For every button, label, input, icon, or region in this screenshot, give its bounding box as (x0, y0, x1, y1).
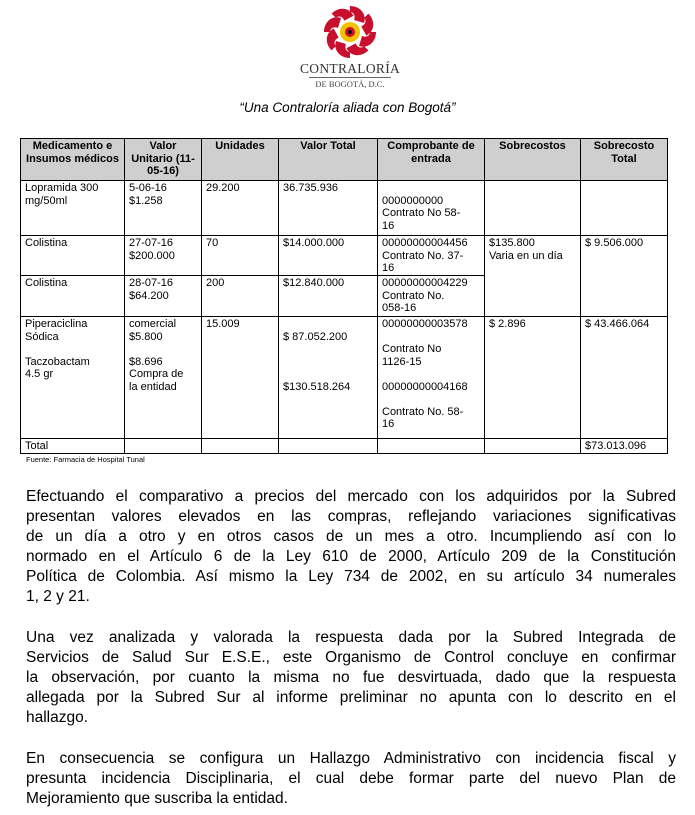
col-header-unidades: Unidades (202, 139, 279, 181)
cell-line: 00000000004229 (382, 277, 468, 289)
cell-line: $200.000 (129, 249, 175, 262)
paragraph-line: allegada por la Subred Sur al informe preliminar no apunta con lo descrito en el (26, 689, 676, 706)
cell-empty (485, 439, 581, 454)
col-header-valor-total: Valor Total (279, 139, 378, 181)
cell-line: 5-06-16 (129, 182, 167, 194)
cell-comprobante (378, 317, 485, 439)
cell-line: Contrato No. 37- (382, 249, 464, 262)
purchases-table (20, 138, 668, 454)
cell-empty (202, 439, 279, 454)
cell-line (283, 318, 373, 331)
cell-line: comercial (129, 318, 177, 330)
table-row (21, 181, 668, 236)
paragraph-line: En consecuencia se configura un Hallazgo Administrativo con incidencia fiscal y (26, 750, 676, 767)
cell-unidades: 200 (202, 276, 279, 317)
cell-line: Piperaciclina (25, 318, 88, 330)
total-label: Total (21, 439, 125, 454)
cell-line: Contrato No. (382, 289, 445, 302)
paragraph-2 (26, 628, 676, 728)
rosette-icon (319, 4, 381, 60)
cell-comprobante (378, 276, 485, 317)
paragraph-line: la observación, por cuanto la misma no fue desvirtuada, dado que la respuesta (26, 669, 676, 686)
cell-empty (279, 439, 378, 454)
org-subname: DE BOGOTÁ, D.C. (315, 79, 385, 89)
slogan: “Una Contraloría aliada con Bogotá” (239, 100, 456, 115)
cell-line: $135.800 (489, 237, 535, 249)
cell-unidades: 15.009 (202, 317, 279, 439)
paragraph-3 (26, 749, 676, 809)
cell-valor-unitario (125, 276, 202, 317)
cell-line: Sódica (25, 330, 59, 343)
cell-line (382, 182, 480, 195)
cell-medicamento (21, 317, 125, 439)
cell-line: Taczobactam (25, 355, 90, 368)
cell-valor-unitario (125, 317, 202, 439)
paragraph-line: presunta incidencia Disciplinaria, el cual debe formar parte del nuevo Plan de (26, 770, 676, 787)
cell-line: mg/50ml (25, 194, 68, 207)
paragraph-line: 1, 2 y 21. (26, 588, 90, 605)
cell-line (382, 393, 480, 406)
paragraph-line: Mejoramiento que suscriba la entidad. (26, 790, 288, 807)
cell-line: $5.800 (129, 330, 163, 343)
cell-line: $ 2.896 (489, 318, 526, 330)
cell-line: Colistina (25, 277, 68, 289)
cell-line: $64.200 (129, 289, 169, 302)
cell-line: 1126-15 (382, 355, 422, 368)
cell-medicamento (21, 276, 125, 317)
table-row (21, 317, 668, 439)
cell-valor-total (279, 181, 378, 236)
cell-sobrecostos (485, 317, 581, 439)
cell-line: 16 (382, 418, 395, 430)
cell-line: $1.258 (129, 194, 163, 207)
cell-line: 16 (382, 262, 395, 274)
cell-medicamento (21, 181, 125, 236)
cell-unidades: 29.200 (202, 181, 279, 236)
paragraph-line: de un día a otro y en otros casos de un mes a otro. Incumpliendo así con lo (26, 528, 676, 545)
paragraph-line: Una vez analizada y valorada la respuesta dada por la Subred Integrada de (26, 629, 676, 646)
cell-line: 16 (382, 219, 395, 232)
col-header-sobrecostos: Sobrecostos (485, 139, 581, 181)
cell-sobrecostos (485, 181, 581, 236)
cell-line: 4.5 gr (25, 368, 54, 380)
cell-line: Contrato No (382, 343, 442, 355)
col-header-comprobante: Comprobante de entrada (378, 139, 485, 181)
cell-valor-total (279, 317, 378, 439)
cell-line: $ 87.052.200 (283, 330, 348, 343)
cell-line (382, 368, 480, 381)
paragraph-1 (26, 487, 676, 607)
cell-line: $12.840.000 (283, 277, 345, 289)
cell-line: Contrato No. 58- (382, 405, 464, 418)
cell-line: 27-07-16 (129, 237, 174, 249)
total-value: $73.013.096 (581, 439, 668, 454)
paragraph-line: presentan valores elevados en las compras, reflejando variaciones significativas (26, 508, 676, 525)
cell-line: 00000000004168 (382, 380, 468, 393)
cell-sobrecostos (485, 236, 581, 317)
paragraph-line: Efectuando el comparativo a precios del mercado con los adquiridos por la Subred (26, 488, 676, 505)
cell-line (283, 343, 373, 356)
paragraph-line: hallazgo. (26, 709, 89, 726)
logo-rule (309, 77, 391, 78)
org-name: CONTRALORÍA (300, 61, 401, 76)
cell-line: Compra de (129, 368, 184, 380)
paragraph-line: normado en el Artículo 6 de la Ley 610 de 2000, Artículo 209 de la Constitución (26, 548, 676, 565)
cell-valor-unitario (125, 181, 202, 236)
cell-line (25, 343, 120, 356)
cell-sobrecosto-total: $ 43.466.064 (581, 317, 668, 439)
cell-line: 00000000003578 (382, 318, 468, 330)
cell-line: 0000000000 (382, 194, 444, 207)
cell-line: Lopramida 300 (25, 182, 99, 194)
cell-sobrecosto-total: $ 9.506.000 (581, 236, 668, 317)
cell-line (129, 343, 197, 356)
cell-line (382, 331, 480, 344)
table-header-row (21, 139, 668, 181)
table-row (21, 236, 668, 276)
cell-line: Colistina (25, 237, 68, 249)
cell-valor-total (279, 236, 378, 276)
table-source: Fuente: Farmacia de Hospital Tunal (26, 455, 145, 464)
cell-line: $14.000.000 (283, 237, 345, 249)
cell-line: 36.735.936 (283, 182, 339, 194)
paragraph-line: Política de Colombia. Así mismo la Ley 734 de 2002, en su artículo 34 numerales (26, 568, 676, 585)
table-total-row (21, 439, 668, 454)
col-header-medicamento: Medicamento e Insumos médicos (21, 139, 125, 181)
cell-line: 00000000004456 (382, 237, 468, 249)
cell-empty (378, 439, 485, 454)
contraloria-logo (300, 4, 400, 92)
cell-comprobante (378, 236, 485, 276)
cell-medicamento (21, 236, 125, 276)
cell-line (283, 368, 373, 381)
cell-empty (125, 439, 202, 454)
cell-line: $130.518.264 (283, 380, 351, 393)
cell-line: Varia en un día (489, 249, 563, 262)
paragraph-line: Servicios de Salud Sur E.S.E., este Organismo de Control concluye en confirmar (26, 649, 676, 666)
cell-line: 058-16 (382, 302, 417, 314)
cell-line: 28-07-16 (129, 277, 174, 289)
cell-line (283, 356, 373, 369)
cell-unidades: 70 (202, 236, 279, 276)
cell-line: Contrato No 58- (382, 207, 461, 219)
cell-line: la entidad (129, 380, 177, 393)
col-header-sobrecosto-total: Sobrecosto Total (581, 139, 668, 181)
cell-comprobante (378, 181, 485, 236)
cell-valor-unitario (125, 236, 202, 276)
col-header-valor-unitario: Valor Unitario (11-05-16) (125, 139, 202, 181)
cell-line: $8.696 (129, 355, 163, 368)
cell-sobrecosto-total (581, 181, 668, 236)
cell-valor-total (279, 276, 378, 317)
